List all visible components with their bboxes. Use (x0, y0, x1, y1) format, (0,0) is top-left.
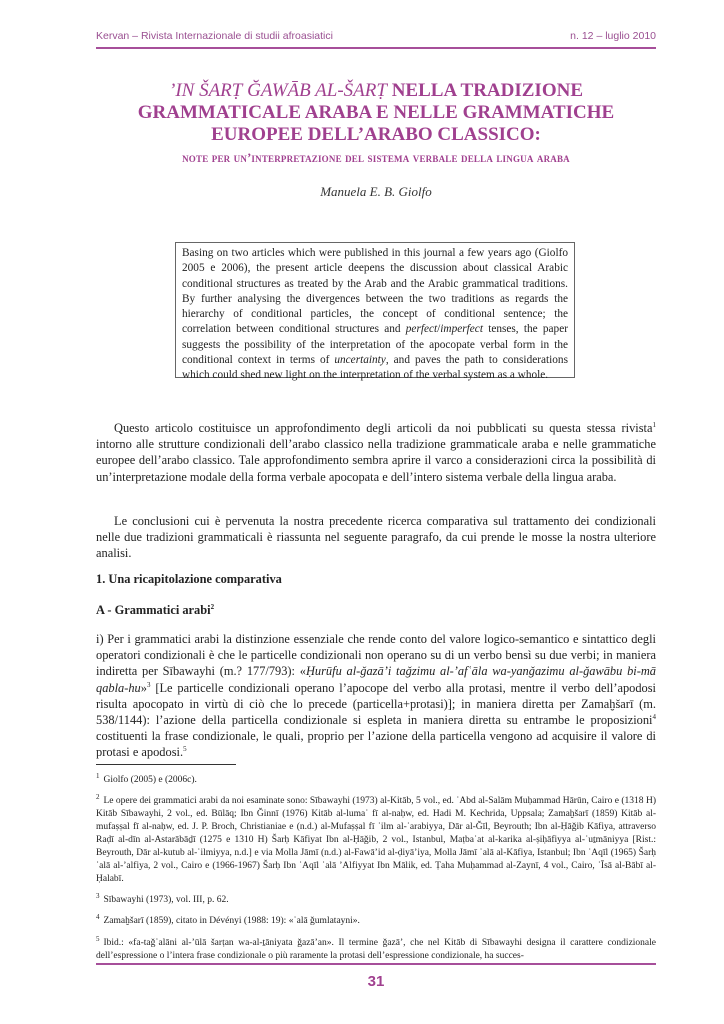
title-line2: GRAMMATICALE ARABA E NELLE GRAMMATICHE (137, 102, 615, 123)
footnotes (96, 770, 656, 967)
title-line3: EUROPEE DELL’ARABO CLASSICO: (211, 124, 541, 145)
footnote-ref-3[interactable]: 3 (146, 680, 151, 689)
author-name: Manuela E. B. Giolfo (320, 184, 432, 199)
subsection-heading: A - Grammatici arabi$^2$ (96, 602, 215, 617)
footnote-ref-5[interactable]: 5 (183, 745, 187, 754)
article-subtitle: note per un’interpretazione del sistema verbale della lingua araba (182, 151, 570, 165)
abstract-text-1: Basing on two articles which were published in this journal a few years ago (Giolfo 2005 e 2006), the present article deepens the discussion about classical Arabic conditional structures as treated by the Arab and the Arabic grammatical traditions. By further analysing the divergences between the two traditions as regards the hierarchy of conditional particles, the concept of conditional sentence; the correlation between conditional structures and (182, 247, 568, 336)
footnote-ref-1[interactable]: 1 (652, 420, 656, 429)
footnote: $^2$ Le opere dei grammatici arabi da noi esaminate sono: Sībawayhi (1973) al-Kitāb, 5 vol., ed. ʿAbd al-Salām Muḥammad Hārūn, Cairo e (1318 H) Kitāb Sībawayhi, 2 vol., ed. Būlāq; Ibn Ǧinnī (1976) Kitāb al-lumaʿ fī al-naḥw, ed. Hadi M. Kechrida, Uppsala; Zamaḫšarī (1859) Kitāb al-mufaṣṣal fī al-naḥw, ed. J. P. Broch, Christianiae e (n.d.) al-Mufaṣṣal fī ʿilm al-ʿarabiyya, Dār al-Ǧīl, Beyrouth; Ibn al-Ḥāǧib Kāfiya, attraverso Raḍī al-dīn al-Astarābāḏī (1275 e 1310 H) Šarḥ Kāfiyat Ibn al-Ḥāǧib, 2 vol., Istanbul, Maṭbaʿat al-karika al-ṣiḥāfiyya al-ʿuṯmāniyya [Rist.: Beyrouth, Dār al-kutub al-ʿilmiyya, n.d.] e via Molla Jāmī (n.d.) al-Fawā’id al-ḍiyā’iya, Molla Jāmī ʿalā al-Kāfiya, Istanbul; Ibn ʿAqīl (1965) Šarḥ ʿalā al-’alfiya, 2 vol., Cairo e (1966-1967) Šarḥ Ibn ʿAqīl ʿalā ’Alfiyyat Ibn Mālik, ed. Ṭaha Muḥammad al-Zaynī, 4 vol., Cairo, ʿĪsā al-Bābī al-Ḥalabī. (96, 793, 656, 885)
abstract-slash: / (437, 323, 441, 336)
title-line1-rest: NELLA TRADIZIONE (386, 80, 583, 101)
title-transliteration: ’IN ŠARṬ ĞAWĀB AL-ŠARṬ (169, 80, 387, 101)
section-heading: 1. Una ricapitolazione comparativa (96, 572, 282, 586)
paragraph-1: Questo articolo costituisce un approfondimento degli articoli da noi pubblicati su questa stessa rivista$^1$ intorno alle strutture condizionali dell’arabo classico nella tradizione grammaticale araba e nelle grammatiche europee dell’arabo classico. Tale approfondimento sembra aprire il varco a considerazioni circa la possibilità di un’interpretazione modale della forma verbale apocopata e dell’intero sistema verbale della lingua araba. (96, 420, 656, 484)
footer-rule (96, 963, 656, 965)
paragraph-2: Le conclusioni cui è pervenuta la nostra precedente ricerca comparativa sul trattamento dei condizionali nelle due tradizioni grammaticali è riassunta nel seguente paragrafo, da cui prende le mosse la nostra ulteriore analisi. (96, 514, 656, 561)
article-title (96, 80, 656, 146)
header-rule (96, 47, 656, 49)
paragraph-3: i) Per i grammatici arabi la distinzione essenziale che rende conto del valore logico-semantico e sintattico degli operatori condizionali è che le particelle condizionali non operano su di un verbo bensì su due verbi; in maniera indiretta per Sībawayhi (m.? 177/793): «Ḥurūfu al-ǧazā’i taǧzimu al-’afʿāla wa-yanǧazimu al-ǧawābu bi-mā qabla-hu»$^3$ [Le particelle condizionali operano l’apocope del verbo alla protasi, mentre il verbo dell’apodosi risulta apocopato in virtù di ciò che lo precede (particella+protasi)]; in maniera diretta per Zamaḫšarī (m. 538/1144): l’azione della particella condizionale si espleta in maniera diretta su entrambe le proposizioni$^4$ costituenti la frase condizionale, le quali, proprio per l’azione della particella vengono ad acquisire il valore di protasi e apodosi.$^5$ (96, 632, 656, 760)
abstract-box (175, 242, 575, 382)
abstract-text-3: , and paves the path to considerations which could shed new light on the interpretation of the verbal system as a whole. (182, 354, 568, 382)
abstract-perfect: perfect (405, 323, 438, 336)
journal-name: Kervan – Rivista Internazionale di studii afroasiatici (96, 30, 333, 42)
abstract-uncertainty: uncertainty (334, 354, 386, 367)
abstract-text-2: tenses, the paper suggests the possibility of the interpretation of the apocopate verbal form in the conditional context in terms of (182, 323, 568, 367)
footnote-rule (96, 764, 236, 765)
page-number: 31 (367, 973, 385, 990)
running-head (96, 30, 656, 42)
abstract-imperfect: imperfect (440, 323, 483, 336)
footnote: $^1$ Giolfo (2005) e (2006c). (96, 772, 197, 786)
footnote: $^4$ Zamaḫšarī (1859), citato in Dévényi (1988: 19): «ʿalā ǧumlatayni». (96, 913, 360, 927)
footnote: $^3$ Sībawayhi (1973), vol. III, p. 62. (96, 892, 229, 906)
footnote-ref-4[interactable]: 4 (652, 712, 656, 721)
footnote: $^5$ Ibid.: «fa-taǧʿalāni al-’ūlā šarṭan wa-al-ṯāniyata ǧazā’an». Il termine ǧazā’, che nel Kitāb di Sībawayhi designa il carattere condizionale dell’espressione o l’intera frase condizionale o più raramente la protasi dell’espressione condizionale, ha succes- (96, 934, 656, 961)
footnote-ref-2[interactable]: 2 (210, 602, 215, 611)
arabic-quote: Ḥurūfu al-ǧazā’i taǧzimu al-’afʿāla wa-yanǧazimu al-ǧawābu bi-mā qabla-hu (96, 664, 656, 695)
issue-info: n. 12 – luglio 2010 (570, 30, 656, 42)
